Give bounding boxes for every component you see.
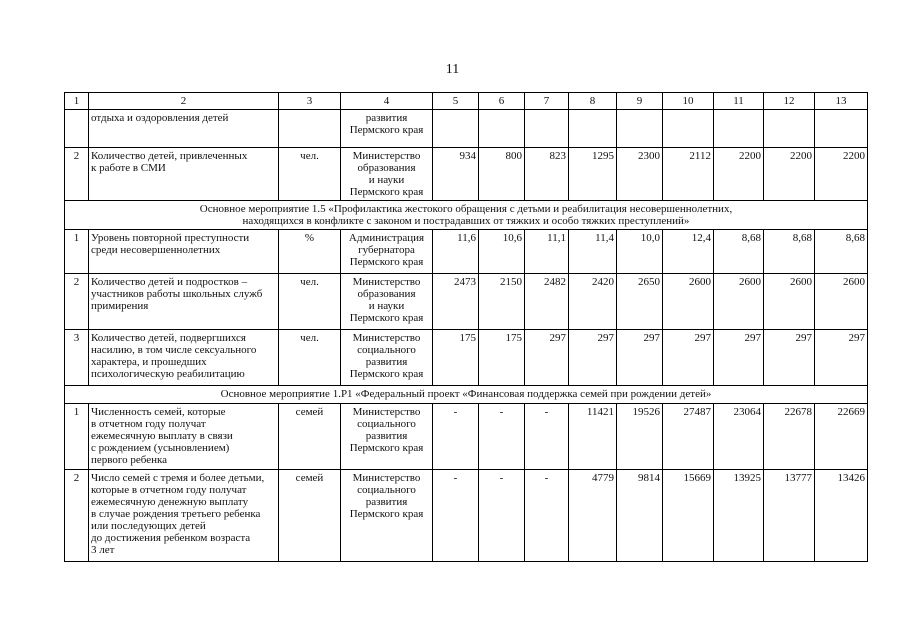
value-cell: 12,4 <box>663 230 714 274</box>
indicator-name-text: Уровень повторной преступности среди несовершеннолетних <box>91 232 250 256</box>
value-cell: 297 <box>714 330 764 386</box>
value-cell: 297 <box>663 330 714 386</box>
value-cell: 297 <box>815 330 868 386</box>
value-cell: 19526 <box>617 404 663 470</box>
value-cell <box>525 110 569 148</box>
table-row <box>65 110 868 148</box>
section-title-text: Основное мероприятие 1.5 «Профилактика жестокого обращения с детьми и реабилитация несовершеннолетних, находящихся в конфликте с законом и пострадавших от тяжких и особо тяжких преступлений» <box>199 203 733 227</box>
value-cell: 13777 <box>764 470 815 562</box>
row-number: 1 <box>65 230 89 274</box>
value-cell: 15669 <box>663 470 714 562</box>
value-cell: 2420 <box>569 274 617 330</box>
section-title <box>65 201 868 230</box>
value-cell: 10,6 <box>479 230 525 274</box>
value-cell: 2600 <box>714 274 764 330</box>
unit: семей <box>279 404 341 470</box>
indicator-name-text: Численность семей, которые в отчетном году получат ежемесячную выплату в связи с рождением (усыновлением) первого ребенка <box>91 406 233 466</box>
unit: % <box>279 230 341 274</box>
value-cell: 9814 <box>617 470 663 562</box>
value-cell: 2200 <box>714 148 764 201</box>
responsible-org <box>341 274 433 330</box>
value-cell: 2650 <box>617 274 663 330</box>
responsible-org-text: Министерство образования и науки Пермского края <box>349 276 424 324</box>
value-cell: 11,1 <box>525 230 569 274</box>
responsible-org-text: Министерство социального развития Пермского края <box>349 406 424 454</box>
value-cell: - <box>525 470 569 562</box>
column-header-3: 3 <box>279 93 341 110</box>
table-row <box>65 330 868 386</box>
value-cell: 22669 <box>815 404 868 470</box>
section-row <box>65 386 868 404</box>
responsible-org <box>341 470 433 562</box>
value-cell: 175 <box>479 330 525 386</box>
value-cell <box>479 110 525 148</box>
section-row <box>65 201 868 230</box>
value-cell: 23064 <box>714 404 764 470</box>
value-cell: 2150 <box>479 274 525 330</box>
table-row <box>65 230 868 274</box>
indicator-name <box>89 470 279 562</box>
value-cell: 8,68 <box>714 230 764 274</box>
column-header-2: 2 <box>89 93 279 110</box>
unit <box>279 110 341 148</box>
row-number <box>65 110 89 148</box>
value-cell: 2112 <box>663 148 714 201</box>
column-header-13: 13 <box>815 93 868 110</box>
value-cell: - <box>433 404 479 470</box>
unit: семей <box>279 470 341 562</box>
column-header-9: 9 <box>617 93 663 110</box>
responsible-org <box>341 230 433 274</box>
value-cell: 823 <box>525 148 569 201</box>
value-cell: 297 <box>617 330 663 386</box>
value-cell: 8,68 <box>815 230 868 274</box>
column-header-5: 5 <box>433 93 479 110</box>
responsible-org-text: Министерство образования и науки Пермского края <box>349 150 424 198</box>
value-cell: 297 <box>569 330 617 386</box>
value-cell <box>764 110 815 148</box>
value-cell: - <box>433 470 479 562</box>
value-cell: 4779 <box>569 470 617 562</box>
indicator-name <box>89 274 279 330</box>
column-header-12: 12 <box>764 93 815 110</box>
column-header-10: 10 <box>663 93 714 110</box>
value-cell: 11421 <box>569 404 617 470</box>
indicator-name <box>89 230 279 274</box>
indicator-name-text: Количество детей, привлеченных к работе в СМИ <box>91 150 248 174</box>
value-cell: 2600 <box>663 274 714 330</box>
value-cell: 2300 <box>617 148 663 201</box>
table-row <box>65 470 868 562</box>
row-number: 2 <box>65 274 89 330</box>
column-header-4: 4 <box>341 93 433 110</box>
value-cell: 2600 <box>815 274 868 330</box>
value-cell <box>663 110 714 148</box>
value-cell: 297 <box>764 330 815 386</box>
unit: чел. <box>279 148 341 201</box>
value-cell: 10,0 <box>617 230 663 274</box>
value-cell: 800 <box>479 148 525 201</box>
value-cell: - <box>525 404 569 470</box>
value-cell: - <box>479 470 525 562</box>
row-number: 1 <box>65 404 89 470</box>
value-cell: 2200 <box>764 148 815 201</box>
table-row <box>65 274 868 330</box>
indicator-name <box>89 110 279 148</box>
value-cell: 934 <box>433 148 479 201</box>
value-cell: 175 <box>433 330 479 386</box>
row-number: 2 <box>65 470 89 562</box>
row-number: 3 <box>65 330 89 386</box>
responsible-org <box>341 330 433 386</box>
unit: чел. <box>279 274 341 330</box>
value-cell: 11,6 <box>433 230 479 274</box>
value-cell: 2200 <box>815 148 868 201</box>
responsible-org <box>341 404 433 470</box>
indicator-name-text: Число семей с тремя и более детьми, которые в отчетном году получат ежемесячную денежную выплату в случае рождения третьего ребенка или последующих детей до достижения ребенком возраста 3 лет <box>91 472 265 556</box>
column-header-11: 11 <box>714 93 764 110</box>
column-header-8: 8 <box>569 93 617 110</box>
indicator-name-text: Количество детей и подростков – участников работы школьных служб примирения <box>91 276 263 312</box>
table-row <box>65 404 868 470</box>
value-cell: 2600 <box>764 274 815 330</box>
indicator-name <box>89 404 279 470</box>
responsible-org <box>341 148 433 201</box>
value-cell <box>569 110 617 148</box>
indicator-name <box>89 330 279 386</box>
value-cell: 8,68 <box>764 230 815 274</box>
value-cell: 27487 <box>663 404 714 470</box>
table-body <box>65 93 868 562</box>
indicator-name-text: Количество детей, подвергшихся насилию, в том числе сексуального характера, и прошедших психологическую реабилитацию <box>91 332 257 380</box>
indicator-name-text: отдыха и оздоровления детей <box>91 112 229 124</box>
column-header-7: 7 <box>525 93 569 110</box>
section-title <box>65 386 868 404</box>
responsible-org-text: Министерство социального развития Пермского края <box>349 472 424 520</box>
value-cell <box>617 110 663 148</box>
value-cell: 13925 <box>714 470 764 562</box>
value-cell: 1295 <box>569 148 617 201</box>
responsible-org-text: Администрация губернатора Пермского края <box>348 232 425 268</box>
header-row <box>65 93 868 110</box>
value-cell <box>714 110 764 148</box>
indicator-name <box>89 148 279 201</box>
column-header-6: 6 <box>479 93 525 110</box>
column-header-1: 1 <box>65 93 89 110</box>
value-cell: 11,4 <box>569 230 617 274</box>
unit: чел. <box>279 330 341 386</box>
table-row <box>65 148 868 201</box>
indicators-table <box>64 92 868 562</box>
value-cell: 2482 <box>525 274 569 330</box>
responsible-org-text: развития Пермского края <box>349 112 424 136</box>
value-cell <box>815 110 868 148</box>
value-cell: 13426 <box>815 470 868 562</box>
value-cell: - <box>479 404 525 470</box>
responsible-org <box>341 110 433 148</box>
section-title-text: Основное мероприятие 1.Р1 «Федеральный проект «Финансовая поддержка семей при рождении детей» <box>220 388 712 400</box>
responsible-org-text: Министерство социального развития Пермского края <box>349 332 424 380</box>
value-cell: 22678 <box>764 404 815 470</box>
value-cell: 2473 <box>433 274 479 330</box>
page-number: 11 <box>445 62 460 77</box>
value-cell <box>433 110 479 148</box>
row-number: 2 <box>65 148 89 201</box>
value-cell: 297 <box>525 330 569 386</box>
